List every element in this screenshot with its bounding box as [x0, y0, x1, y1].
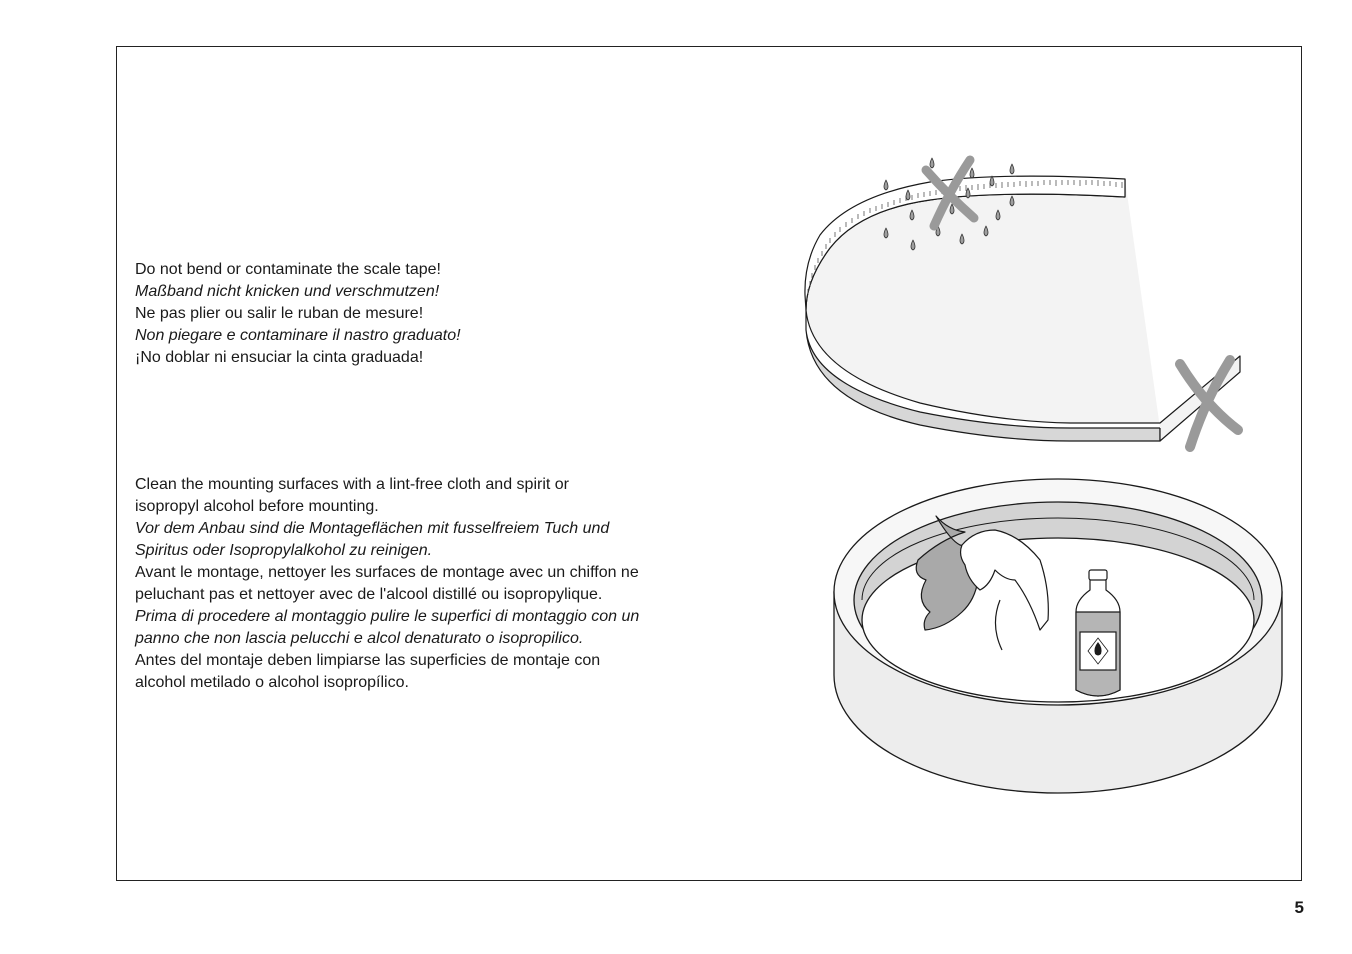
cleaning-de-line-2: Spiritus oder Isopropylalkohol zu reinigen. [135, 542, 433, 559]
cleaning-es-line-2: alcohol metilado o alcohol isopropílico. [135, 674, 409, 691]
warning-en: Do not bend or contaminate the scale tape! [135, 261, 441, 278]
cleaning-es-line-1: Antes del montaje deben limpiarse las superficies de montaje con [135, 652, 601, 669]
cleaning-it-line-1: Prima di procedere al montaggio pulire le superfici di montaggio con un [135, 608, 640, 625]
cleaning-fr-line-2: peluchant pas et nettoyer avec de l'alcool distillé ou isopropylique. [135, 586, 603, 603]
mounting-ring-illustration [834, 479, 1282, 793]
page-number: 5 [1294, 898, 1304, 917]
warning-de: Maßband nicht knicken und verschmutzen! [135, 283, 440, 300]
scale-tape-illustration [805, 158, 1240, 441]
warning-es: ¡No doblar ni ensuciar la cinta graduada! [135, 349, 424, 366]
cleaning-it-line-2: panno che non lascia pelucchi e alcol denaturato o isopropilico. [135, 630, 584, 647]
cleaning-en-line-1: Clean the mounting surfaces with a lint-free cloth and spirit or [135, 476, 569, 493]
warning-it: Non piegare e contaminare il nastro graduato! [135, 327, 461, 344]
cleaning-fr-line-1: Avant le montage, nettoyer les surfaces de montage avec un chiffon ne [135, 564, 639, 581]
cleaning-de-line-1: Vor dem Anbau sind die Montageflächen mit fusselfreiem Tuch und [135, 520, 610, 537]
warning-fr: Ne pas plier ou salir le ruban de mesure! [135, 305, 424, 322]
cleaning-en-line-2: isopropyl alcohol before mounting. [135, 498, 379, 515]
